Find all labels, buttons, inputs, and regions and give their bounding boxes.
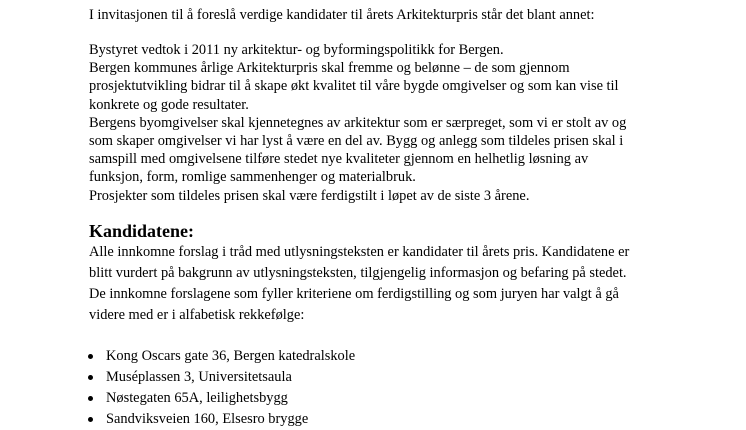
criteria-line: Prosjekter som tildeles prisen skal være ferdigstilt i løpet av de siste 3 årene. bbox=[89, 187, 530, 204]
intro-paragraph: I invitasjonen til å foreslå verdige kandidater til årets Arkitekturpris står det blant annet: bbox=[89, 7, 595, 23]
bullet-icon bbox=[88, 354, 93, 359]
criteria-line: Bergens byomgivelser skal kjennetegnes av arkitektur som er særpreget, som vi er stolt av og bbox=[89, 114, 627, 131]
list-item bbox=[89, 388, 739, 409]
list-item bbox=[89, 367, 739, 388]
candidates-line: Alle innkomne forslag i tråd med utlysningsteksten er kandidater til årets pris. Kandidatene er bbox=[89, 243, 630, 260]
bullet-icon bbox=[88, 396, 93, 401]
candidates-paragraph bbox=[89, 242, 739, 326]
list-item bbox=[89, 409, 739, 430]
criteria-line: funksjon, form, romlige sammenhenger og materialbruk. bbox=[89, 169, 416, 186]
list-item-text: Kong Oscars gate 36, Bergen katedralskole bbox=[106, 347, 356, 364]
criteria-paragraph bbox=[89, 41, 739, 205]
bullet-icon bbox=[88, 375, 93, 380]
paragraph-gap bbox=[89, 326, 739, 346]
list-item bbox=[89, 346, 739, 367]
criteria-line: konkrete og gode resultater. bbox=[89, 96, 249, 113]
list-item-text: Muséplassen 3, Universitetsaula bbox=[106, 368, 292, 385]
criteria-line: samspill med omgivelsene tilføre stedet nye kvaliteter gjennom en helhetlig løsning av bbox=[89, 151, 589, 168]
list-item-text: Sandviksveien 160, Elsesro brygge bbox=[106, 410, 309, 427]
list-item-text: Nøstegaten 65A, leilighetsbygg bbox=[106, 389, 288, 406]
candidates-line: De innkomne forslagene som fyller kriteriene om ferdigstilling og som juryen har valgt å gå bbox=[89, 285, 619, 302]
section-heading: Kandidatene: bbox=[89, 220, 195, 241]
candidate-list bbox=[89, 346, 739, 430]
bullet-icon bbox=[88, 417, 93, 422]
criteria-line: som skaper omgivelser vi har lyst å være en del av. Bygg og anlegg som tildeles prisen skal i bbox=[89, 133, 624, 150]
criteria-line: Bystyret vedtok i 2011 ny arkitektur- og byformingspolitikk for Bergen. bbox=[89, 42, 504, 58]
document-page bbox=[89, 6, 739, 430]
candidates-line: blitt vurdert på bakgrunn av utlysningsteksten, tilgjengelig informasjon og befaring på stedet. bbox=[89, 264, 627, 281]
criteria-line: Bergen kommunes årlige Arkitekturpris skal fremme og belønne – de som gjennom bbox=[89, 60, 570, 77]
paragraph-gap bbox=[89, 24, 739, 41]
candidates-line: videre med er i alfabetisk rekkefølge: bbox=[89, 306, 305, 323]
criteria-line: prosjektutvikling bidrar til å skape økt kvalitet til våre bygde omgivelser og som kan vise til bbox=[89, 78, 619, 95]
